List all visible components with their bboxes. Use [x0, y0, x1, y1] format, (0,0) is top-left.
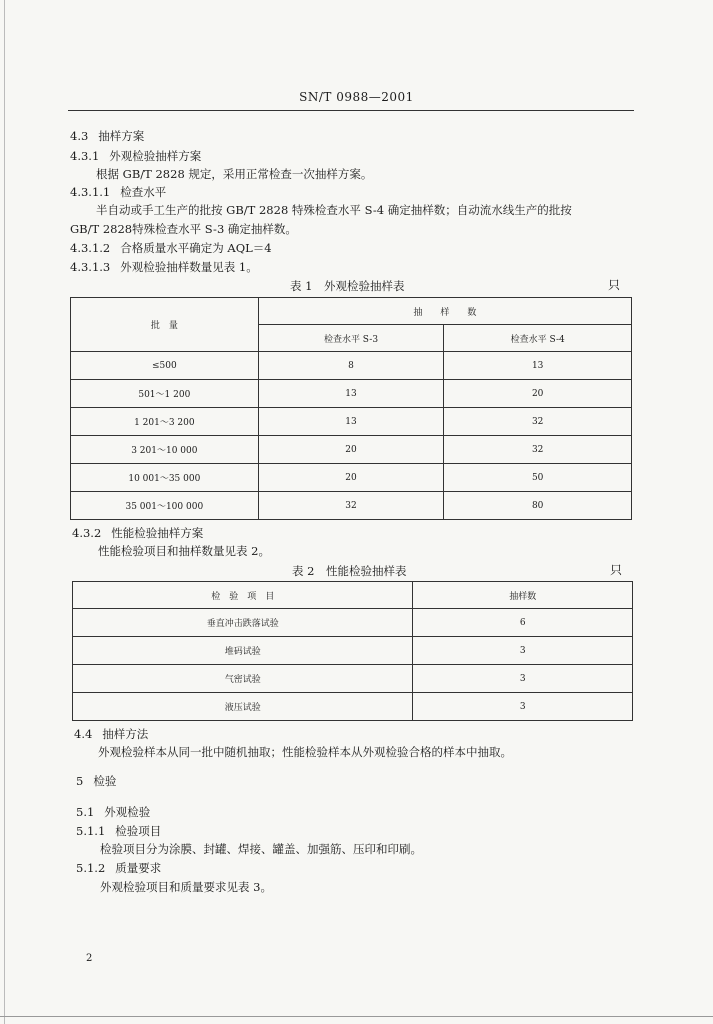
table-cell-item: 堆码试验	[73, 637, 413, 665]
table-cell-s4: 32	[444, 408, 632, 436]
table-row	[73, 693, 633, 721]
table-cell-s3: 13	[258, 408, 444, 436]
table-cell-s4: 13	[444, 352, 632, 380]
section-number: 5.1.2	[76, 861, 106, 875]
section-4-4	[74, 726, 148, 742]
table-1-caption: 表 1 外观检验抽样表	[290, 279, 405, 293]
section-number: 4.4	[74, 727, 93, 741]
section-number: 5.1.1	[76, 824, 106, 838]
table-cell-s4: 20	[444, 380, 632, 408]
section-4-3-2-text: 性能检验项目和抽样数量见表 2。	[98, 544, 270, 558]
table-1	[70, 297, 632, 520]
table-row	[73, 637, 633, 665]
section-title: 检验项目	[115, 824, 162, 838]
table-row	[71, 436, 632, 464]
table-1-header-batch: 批 量	[71, 298, 259, 352]
section-4-3-1	[70, 148, 201, 164]
table-row	[73, 665, 633, 693]
table-cell-item: 液压试验	[73, 693, 413, 721]
header-rule	[68, 110, 634, 111]
table-cell-item: 气密试验	[73, 665, 413, 693]
table-cell-s3: 13	[258, 380, 444, 408]
table-cell-count: 3	[413, 637, 633, 665]
table-2	[72, 581, 633, 721]
table-1-header-s4: 检查水平 S-4	[444, 325, 632, 352]
section-5-1	[76, 804, 150, 820]
section-number: 4.3.1	[70, 149, 100, 163]
section-number: 4.3.2	[72, 526, 102, 540]
section-title: 检查水平	[120, 185, 167, 199]
section-4-3-1-1-text-2: GB/T 2828特殊检查水平 S-3 确定抽样数。	[70, 222, 297, 236]
table-cell-count: 6	[413, 609, 633, 637]
table-cell-s3: 32	[258, 492, 444, 520]
table-2-caption: 表 2 性能检验抽样表	[292, 564, 407, 578]
scan-edge-bottom	[0, 1016, 713, 1017]
table-cell-item: 垂直冲击跌落试验	[73, 609, 413, 637]
section-4-3-2	[72, 525, 203, 541]
table-1-unit: 只	[608, 278, 621, 292]
section-4-4-text: 外观检验样本从同一批中随机抽取；性能检验样本从外观检验合格的样本中抽取。	[98, 745, 512, 759]
section-title: 合格质量水平确定为 AQL＝4	[120, 241, 272, 255]
section-4-3-1-1	[70, 184, 166, 200]
scan-edge-left	[4, 0, 5, 1024]
section-4-3-1-3	[70, 259, 258, 275]
section-5-1-2-text: 外观检验项目和质量要求见表 3。	[100, 880, 272, 894]
section-5-1-1-text: 检验项目分为涂膜、封罐、焊接、罐盖、加强筋、压印和印刷。	[100, 842, 422, 856]
standard-header: SN/T 0988—2001	[299, 90, 414, 104]
table-1-header-s3: 检查水平 S-3	[258, 325, 444, 352]
section-4-3-1-2	[70, 240, 272, 256]
section-number: 4.3.1.3	[70, 260, 111, 274]
section-title: 抽样方案	[98, 129, 145, 143]
page-number: 2	[86, 953, 93, 964]
section-5-1-1	[76, 823, 161, 839]
section-5-1-2	[76, 860, 161, 876]
table-cell-batch: 3 201～10 000	[71, 436, 259, 464]
section-title: 外观检验抽样数量见表 1。	[120, 260, 258, 274]
section-4-3	[70, 128, 144, 144]
table-cell-s4: 32	[444, 436, 632, 464]
table-cell-batch: 35 001～100 000	[71, 492, 259, 520]
table-cell-batch: 1 201～3 200	[71, 408, 259, 436]
section-number: 4.3.1.2	[70, 241, 111, 255]
section-number: 5.1	[76, 805, 95, 819]
table-cell-batch: 10 001～35 000	[71, 464, 259, 492]
table-cell-s4: 80	[444, 492, 632, 520]
table-row	[71, 352, 632, 380]
table-row	[71, 492, 632, 520]
section-4-3-1-1-text-1: 半自动或手工生产的批按 GB/T 2828 特殊检查水平 S-4 确定抽样数；自动流水线生产的批按	[96, 203, 572, 217]
section-title: 性能检验抽样方案	[111, 526, 204, 540]
section-5	[76, 773, 116, 789]
table-cell-count: 3	[413, 665, 633, 693]
table-2-header-count: 抽样数	[413, 582, 633, 609]
section-title: 抽样方法	[102, 727, 149, 741]
section-number: 5	[76, 774, 84, 788]
table-2-unit: 只	[610, 563, 623, 577]
section-title: 外观检验	[104, 805, 151, 819]
table-cell-count: 3	[413, 693, 633, 721]
section-4-3-1-text: 根据 GB/T 2828 规定，采用正常检查一次抽样方案。	[96, 167, 373, 181]
section-number: 4.3	[70, 129, 89, 143]
section-title: 检验	[93, 774, 117, 788]
table-1-header-samples: 抽 样 数	[258, 298, 631, 325]
table-cell-batch: 501～1 200	[71, 380, 259, 408]
table-cell-batch: ≤500	[71, 352, 259, 380]
table-cell-s3: 8	[258, 352, 444, 380]
table-row	[71, 464, 632, 492]
table-cell-s3: 20	[258, 464, 444, 492]
section-number: 4.3.1.1	[70, 185, 111, 199]
section-title: 质量要求	[115, 861, 162, 875]
table-row	[73, 609, 633, 637]
table-cell-s4: 50	[444, 464, 632, 492]
table-cell-s3: 20	[258, 436, 444, 464]
table-row	[71, 380, 632, 408]
table-2-header-item: 检 验 项 目	[73, 582, 413, 609]
table-row	[71, 408, 632, 436]
section-title: 外观检验抽样方案	[109, 149, 202, 163]
